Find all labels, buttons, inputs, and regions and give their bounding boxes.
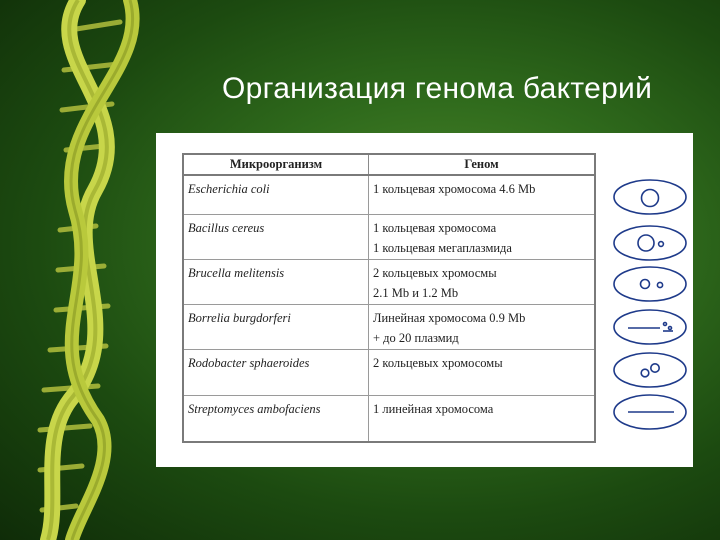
table-row <box>183 350 595 396</box>
genome-line: 2 кольцевых хромосомы <box>373 356 503 370</box>
table-row <box>183 215 595 260</box>
figure-panel <box>156 133 693 467</box>
table-row <box>183 260 595 305</box>
bacterial-cell-icon <box>614 226 686 260</box>
table-row <box>183 396 595 443</box>
genome-cell <box>369 260 596 305</box>
genome-line: 1 линейная хромосома <box>373 402 494 416</box>
genome-line: 1 кольцевая хромосома 4.6 Mb <box>373 182 536 196</box>
header-organism: Микроорганизм <box>183 154 369 175</box>
genome-line: + до 20 плазмид <box>373 331 459 345</box>
genome-line: 2 кольцевых хромосмы <box>373 266 497 280</box>
genome-cell <box>369 305 596 350</box>
organism-cell: Brucella melitensis <box>183 260 369 305</box>
genome-table <box>182 153 596 443</box>
organism-cell: Streptomyces ambofaciens <box>183 396 369 443</box>
genome-line: 2.1 Mb и 1.2 Mb <box>373 286 459 300</box>
table-row <box>183 175 595 215</box>
bacterial-cell-icon <box>614 353 686 387</box>
genome-line: Линейная хромосома 0.9 Mb <box>373 311 526 325</box>
genome-cell <box>369 396 596 443</box>
slide-title: Организация генома бактерий <box>222 72 653 105</box>
genome-cell <box>369 175 596 215</box>
organism-cell: Escherichia coli <box>183 175 369 215</box>
bacterial-cell-icon <box>614 267 686 301</box>
table-header-row <box>183 154 595 175</box>
organism-cell: Bacillus cereus <box>183 215 369 260</box>
cell-diagrams <box>612 177 692 447</box>
bacterial-cell-icon <box>614 395 686 429</box>
genome-cell <box>369 215 596 260</box>
table-row <box>183 305 595 350</box>
organism-cell: Borrelia burgdorferi <box>183 305 369 350</box>
bacterial-cell-icon <box>614 310 686 344</box>
dna-helix-icon <box>0 0 160 540</box>
genome-cell <box>369 350 596 396</box>
organism-cell: Rodobacter sphaeroides <box>183 350 369 396</box>
bacterial-cell-icon <box>614 180 686 214</box>
header-genome: Геном <box>369 154 596 175</box>
genome-line: 1 кольцевая мегаплазмида <box>373 241 512 255</box>
genome-line: 1 кольцевая хромосома <box>373 221 497 235</box>
